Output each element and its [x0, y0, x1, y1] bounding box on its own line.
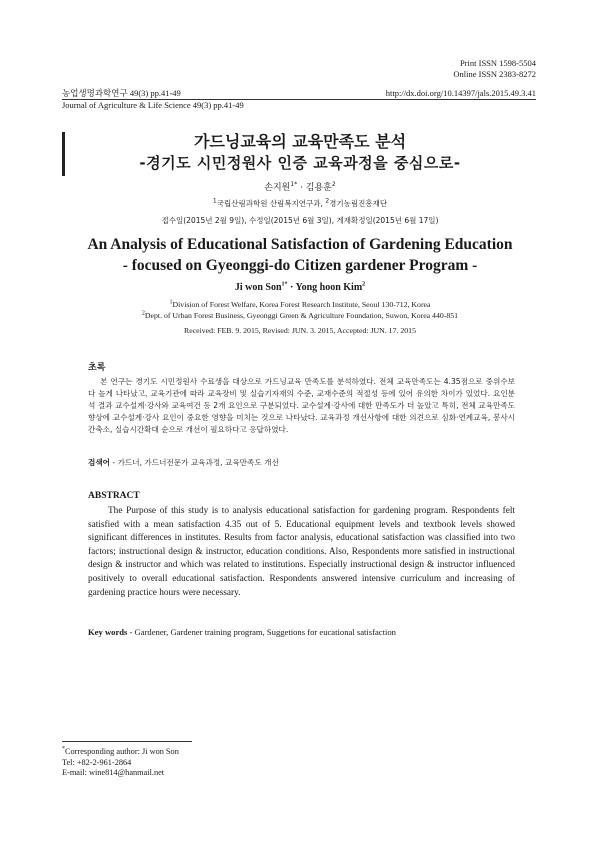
korean-abstract: 본 연구는 경기도 시민정원사 수료생을 대상으로 가드닝교육 만족도를 분석하였다. 전체 교육만족도는 4.35점으로 중위수보다 높게 나타났고, 교육기관에 따라 교육장비 및 실습기자재의 수준, 교재수준의 적절성 등에 있어 유의한 차이가 있었다. 요인분석 결과 교수설계·강사와 교육여건 등 2개 요인으로 구분되었다. 교수설계·강사에 대한 만족도가 더 높았고 특히, 전체 교육만족도 향상에 교수설계·강사 요인이 중요한 영향을 미치는 것으로 나타났다. 교육과정 개선사항에 대한 의견으로 심화·연계교육, 봉사시간축소, 실습시간확대 순으로 개선이 필요하다고 응답하였다. [88, 377, 515, 435]
author-2-kr-sup: 2 [331, 181, 336, 188]
affil-kr-1: 국립산림과학원 산림복지연구과, [216, 199, 326, 208]
english-keywords [88, 627, 396, 637]
doi-link[interactable]: http://dx.doi.org/10.14397/jals.2015.49.3.41 [385, 88, 536, 98]
corresponding-author-footnote [62, 747, 179, 779]
affiliation-1-sup: 1 [169, 299, 173, 306]
english-abstract-heading: ABSTRACT [88, 491, 140, 501]
footnote-sup: * [62, 746, 65, 753]
affiliation-2-sup: 2 [141, 310, 145, 317]
author-1-en-sup: 1* [281, 281, 288, 288]
english-affiliations [0, 299, 600, 321]
footnote-email[interactable]: E-mail: wine814@hanmail.net [62, 768, 165, 777]
english-keywords-text: - Gardener, Gardener training program, Suggetions for eucational satisfaction [127, 627, 396, 637]
korean-keywords-text: - 가드너, 가드너전문가 교육과정, 교육만족도 개선 [110, 458, 279, 467]
affiliation-2-text: Dept. of Urban Forest Business, Gyeonggi Green & Agriculture Foundation, Suwon, Korea 440-851 [144, 311, 459, 320]
korean-keywords-label: 검색어 [88, 458, 111, 467]
print-issn: Print ISSN 1598-5504 [459, 58, 536, 68]
affil-kr-sup-1: 1 [212, 197, 217, 205]
korean-subtitle: -경기도 시민정원사 인증 교육과정을 중심으로- [139, 154, 461, 172]
english-keywords-label: Key words [88, 627, 128, 637]
english-dates: Received: FEB. 9. 2015, Revised: JUN. 3. 2015, Accepted: JUN. 17. 2015 [184, 326, 416, 335]
issn-block [453, 58, 536, 79]
author-1-en: Ji won Son [234, 282, 282, 293]
footnote-rule [62, 741, 192, 742]
korean-abstract-heading: 초록 [88, 363, 106, 373]
english-title-line-2: - focused on Gyeonggi-do Citizen gardener Program - [122, 257, 478, 274]
journal-header-english: Journal of Agriculture & Life Science 49(3) pp.41-49 [62, 100, 244, 110]
english-abstract: The Purpose of this study is to analysis educational satisfaction for gardening program. Respondents felt satisfied with a mean satisfaction 4.35 out of 5. Educational equipment levels and textbook levels showed significant differences in institutes. Results from factor analysis, educational satisfaction was classified into two factors; instructional design & instructor, education conditions. Also, Respondents more satisfied in instructional design & instructor and which was related to institutions. Especially instructional design & instructor influenced positively to overall educational satisfaction. Respondents answered intensive curriculum and increasing of gardening practice hours were necessary. [88, 506, 515, 598]
author-sep-kr: · [297, 183, 306, 193]
footnote-tel: Tel: +82-2-961-2864 [62, 757, 132, 767]
english-authors [0, 282, 600, 293]
corresponding-author: Corresponding author: Ji won Son [65, 747, 179, 756]
footnote-line-1 [62, 747, 179, 758]
author-2-en: Yong hoon Kim [295, 282, 363, 293]
affil-kr-2: 경기농림진흥재단 [329, 199, 388, 208]
author-1-kr-sup: 1* [290, 181, 298, 188]
korean-dates: 접수일(2015년 2월 9일), 수정일(2015년 6월 3일), 게재확정일(2015년 6월 17일) [161, 216, 439, 225]
korean-affiliation [0, 198, 600, 209]
english-title-line-1: An Analysis of Educational Satisfaction of Gardening Education [87, 236, 513, 253]
journal-header-korean: 농업생명과학연구 49(3) pp.41-49 [62, 88, 181, 98]
affiliation-2 [0, 310, 600, 321]
korean-authors [0, 180, 600, 193]
korean-keywords [88, 457, 279, 468]
author-2-kr: 김용훈 [305, 183, 332, 193]
affiliation-1 [0, 299, 600, 310]
korean-title: 가드닝교육의 교육만족도 분석 [193, 132, 407, 151]
affil-kr-sup-2: 2 [325, 197, 330, 205]
author-1-kr: 손지원 [264, 183, 291, 193]
online-issn: Online ISSN 2383-8272 [453, 68, 536, 79]
author-sep-en: · [287, 282, 296, 293]
author-2-en-sup: 2 [362, 281, 366, 288]
affiliation-1-text: Division of Forest Welfare, Korea Forest Research Institute, Seoul 130-712, Korea [172, 300, 431, 309]
